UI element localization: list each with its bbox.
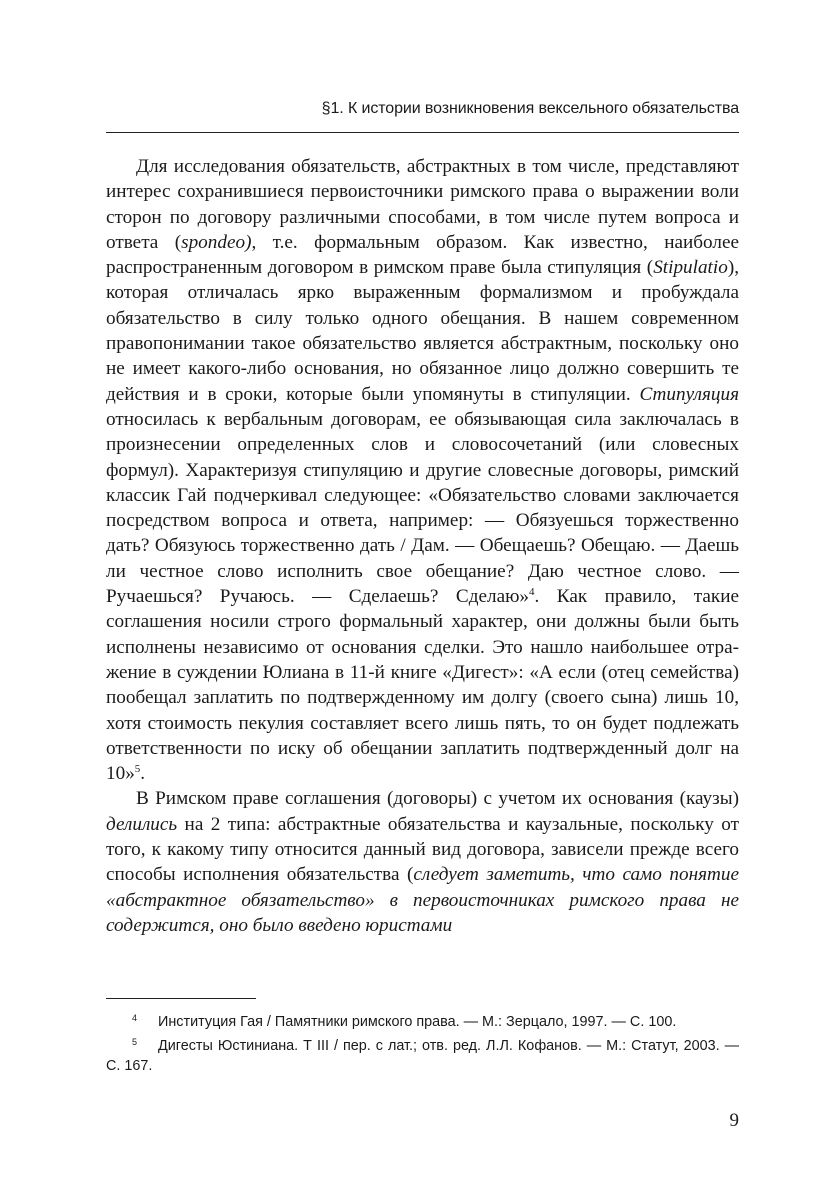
p1-text-3: ), которая отличалась ярко выраженным формализмом и пробуждала обязательство в силу только одного обещания. В нашем современном правопонимании такое обязательство является абстрактным, поскольку оно не имеет какого-либо основания, но обязанное лицо должно совершить те действия и в сроки, которые были упомянуты в стипуляции. [106, 257, 739, 405]
footnote-number: 5 [132, 1037, 138, 1047]
body-text [106, 154, 739, 938]
paragraph-1 [106, 154, 739, 786]
p1-italic-spondeo: spondeo) [181, 231, 252, 253]
footnote-ref-5[interactable]: 5 [134, 763, 141, 776]
p1-text-1: Для исследования обязательств, абстрактных в том числе, представляют интерес сохранившиеся первоисточники римского права о выражении воли сторон по договору различными способами, в том числе путем вопроса и ответа ( [106, 156, 739, 253]
footnotes [106, 1008, 739, 1076]
footnote-ref-4[interactable]: 4 [529, 586, 535, 599]
p1-italic-stipulyatsiya: Стипуляция [639, 383, 739, 405]
running-head: §1. К истории возникновения вексельного обязательства [321, 100, 739, 117]
p1-text-5: . Как правило, такие соглашения носили строго формальный характер, они должны были быть исполнены независимо от основания сделки. Это нашло наибольшее отражение в суждении Юлиана в 11-й книге «Дигест»: «А если (отец семейства) пообещал заплатить по подтвержденному им долгу (своего сына) лишь 10, хотя стоимость пекулия составляет всего лишь пять, то он будет подлежать ответственности по иску об обещании заплатить подтвержденный долг на 10» [106, 586, 739, 785]
header-rule [106, 132, 739, 133]
p2-italic-note: следует заметить, что само понятие «абстрактное обязательство» в первоисточниках римского права не содержится, оно было введено юристами [106, 864, 739, 936]
footnote-text: Институция Гая / Памятники римского права. — М.: Зерцало, 1997. — С. 100. [158, 1014, 677, 1030]
p1-text-6: . [140, 763, 146, 785]
p2-text-2: на 2 типа: абстрактные обязательства и каузальные, поскольку от того, к какому типу относится данный вид договора, зависели прежде всего способы исполнения обязательства ( [106, 813, 739, 886]
p2-italic-delilis: делились [106, 813, 178, 835]
page-number: 9 [729, 1110, 739, 1131]
paragraph-2 [106, 786, 739, 938]
footnote-rule [106, 998, 256, 999]
footnote-4 [106, 1008, 739, 1032]
footnote-5 [106, 1032, 739, 1076]
footnote-number: 4 [132, 1013, 138, 1023]
p1-italic-stipulatio: Stipulatio [653, 257, 728, 279]
p1-text-4: относилась к вербальным договорам, ее обязывающая сила заключалась в произнесении определенных слов и словосочетаний (или словесных формул). Характеризуя стипуляцию и другие словесные договоры, римский классик Гай подчеркивал следующее: «Обязательство словами заключается посредством вопроса и ответа, например: — Обязуешься торжественно дать? Обязуюсь торжественно дать / Дам. — Обещаешь? Обещаю. — Даешь ли честное слово исполнить свое обещание? Даю честное слово. — Ручаешься? Ручаюсь. — Сделаешь? Сделаю» [106, 408, 739, 608]
footnote-text: Дигесты Юстиниана. Т III / пер. с лат.; отв. ред. Л.Л. Кофанов. — М.: Статут, 2003. — С. 167. [106, 1038, 739, 1074]
p2-text-1: В Римском праве соглашения (договоры) с учетом их основания (каузы) [136, 788, 739, 810]
p1-text-2: , т.е. формальным образом. Как известно, наиболее распространенным договором в римском праве была стипуляция ( [106, 231, 739, 279]
